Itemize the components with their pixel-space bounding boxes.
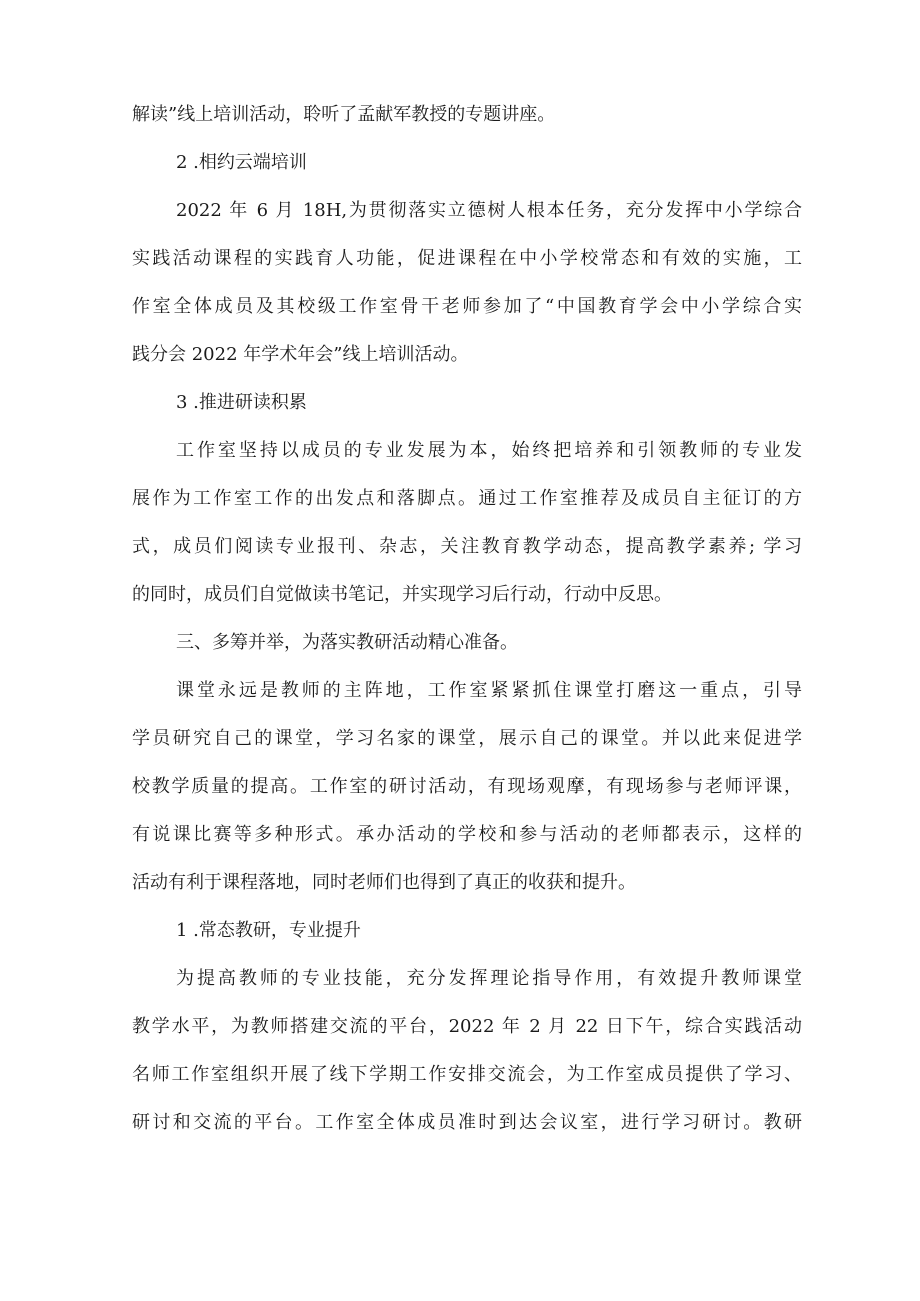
section-heading: 三、多筹并举，为落实教研活动精心准备。 <box>176 632 518 653</box>
paragraph-line: 为提高教师的专业技能，充分发挥理论指导作用，有效提升教师课堂 <box>176 968 802 989</box>
paragraph-line: 2022 年 6 月 18H,为贯彻落实立德树人根本任务，充分发挥中小学综合 <box>176 200 802 221</box>
paragraph-line: 研讨和交流的平台。工作室全体成员准时到达会议室，进行学习研讨。教研 <box>132 1112 802 1133</box>
paragraph-line: 的同时，成员们自觉做读书笔记，并实现学习后行动，行动中反思。 <box>132 584 672 605</box>
paragraph-line: 作室全体成员及其校级工作室骨干老师参加了“中国教育学会中小学综合实 <box>132 296 802 317</box>
paragraph-line: 实践活动课程的实践育人功能，促进课程在中小学校常态和有效的实施，工 <box>132 248 802 269</box>
paragraph-line: 课堂永远是教师的主阵地，工作室紧紧抓住课堂打磨这一重点，引导 <box>176 680 802 701</box>
paragraph-line: 工作室坚持以成员的专业发展为本，始终把培养和引领教师的专业发 <box>176 440 802 461</box>
section-heading: 2 .相约云端培训 <box>176 152 307 173</box>
paragraph-line: 活动有利于课程落地，同时老师们也得到了真正的收获和提升。 <box>132 872 636 893</box>
paragraph-line: 名师工作室组织开展了线下学期工作安排交流会，为工作室成员提供了学习、 <box>132 1064 802 1085</box>
section-heading: 1 .常态教研，专业提升 <box>176 920 361 941</box>
paragraph-line: 教学水平，为教师搭建交流的平台，2022 年 2 月 22 日下午，综合实践活动 <box>132 1016 802 1037</box>
paragraph-line: 学员研究自己的课堂，学习名家的课堂，展示自己的课堂。并以此来促进学 <box>132 728 802 749</box>
paragraph-line: 解读”线上培训活动，聆听了孟献军教授的专题讲座。 <box>132 104 556 125</box>
section-heading: 3 .推进研读积累 <box>176 392 307 413</box>
paragraph-line: 校教学质量的提高。工作室的研讨活动，有现场观摩，有现场参与老师评课， <box>132 776 802 797</box>
paragraph-line: 展作为工作室工作的出发点和落脚点。通过工作室推荐及成员自主征订的方 <box>132 488 802 509</box>
paragraph-line: 践分会 2022 年学术年会”线上培训活动。 <box>132 344 469 365</box>
paragraph-line: 有说课比赛等多种形式。承办活动的学校和参与活动的老师都表示，这样的 <box>132 824 802 845</box>
paragraph-line: 式，成员们阅读专业报刊、杂志，关注教育教学动态，提高教学素养; 学习 <box>132 536 802 557</box>
